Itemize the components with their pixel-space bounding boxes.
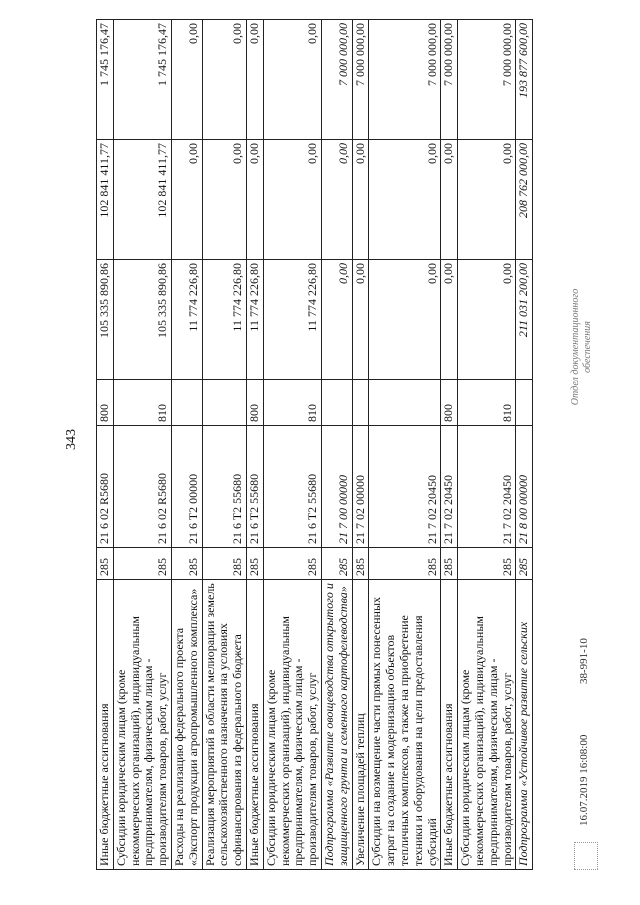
row-code: 21 6 T2 55680 [263,426,321,548]
row-amount-3: 7 000 000,00 [321,20,352,140]
row-kvr: 810 [113,380,171,426]
table-row [202,20,246,870]
row-kvr: 800 [97,380,114,426]
row-amount-3: 0,00 [246,20,263,140]
table-row [263,20,321,870]
row-kcs: 285 [369,548,441,580]
row-amount-3: 0,00 [202,20,246,140]
row-code: 21 7 02 20450 [441,426,458,548]
row-kcs: 285 [352,548,369,580]
row-code: 21 6 02 R5680 [113,426,171,548]
row-kvr [352,380,369,426]
row-amount-2: 102 841 411,77 [113,140,171,260]
row-kcs: 285 [97,548,114,580]
row-kcs: 285 [516,548,533,580]
row-amount-1: 11 774 226,80 [246,260,263,380]
row-kvr: 810 [458,380,516,426]
row-code: 21 8 00 00000 [516,426,533,548]
row-amount-3: 0,00 [263,20,321,140]
row-code: 21 7 02 00000 [352,426,369,548]
row-amount-2: 0,00 [352,140,369,260]
row-kvr: 810 [263,380,321,426]
row-amount-1: 11 774 226,80 [263,260,321,380]
row-name: Субсидии юридическим лицам (кроме некоммерческих организаций), индивидуальным предпринимателям, физическим лицам - производителям товаров, работ, услуг [113,580,171,870]
footer-department-stamp: Отдел документационного обеспечения [570,288,593,406]
row-code: 21 6 T2 55680 [202,426,246,548]
row-kvr: 800 [441,380,458,426]
row-amount-3: 7 000 000,00 [369,20,441,140]
row-kcs: 285 [321,548,352,580]
row-name: Иные бюджетные ассигнования [97,580,114,870]
table-row [369,20,441,870]
rotated-content [60,20,620,870]
row-amount-3: 7 000 000,00 [352,20,369,140]
row-kcs: 285 [171,548,202,580]
table-row [441,20,458,870]
table-row [516,20,533,870]
row-kcs: 285 [113,548,171,580]
row-code: 21 7 00 00000 [321,426,352,548]
table-row [171,20,202,870]
table-row [113,20,171,870]
row-amount-3: 1 745 176,47 [97,20,114,140]
row-amount-2: 208 762 000,00 [516,140,533,260]
row-amount-3: 193 877 600,00 [516,20,533,140]
row-kvr [171,380,202,426]
row-name: Субсидии юридическим лицам (кроме некоммерческих организаций), индивидуальным предпринимателям, физическим лицам - производителям товаров, работ, услуг [458,580,516,870]
footer-datetime: 16.07.2019 16:08:00 [578,734,590,826]
row-name: Иные бюджетные ассигнования [441,580,458,870]
row-kcs: 285 [202,548,246,580]
row-kcs: 285 [458,548,516,580]
row-kcs: 285 [246,548,263,580]
row-amount-1: 11 774 226,80 [202,260,246,380]
row-amount-2: 0,00 [321,140,352,260]
table-row [246,20,263,870]
row-kcs: 285 [441,548,458,580]
row-amount-3: 7 000 000,00 [458,20,516,140]
page-number: 343 [64,429,79,450]
row-amount-1: 211 031 200,00 [516,260,533,380]
table-body [97,20,533,870]
row-amount-1: 11 774 226,80 [171,260,202,380]
row-amount-2: 0,00 [458,140,516,260]
row-kvr [516,380,533,426]
row-amount-1: 105 335 890,86 [113,260,171,380]
barcode-stamp [574,842,598,870]
row-amount-1: 0,00 [321,260,352,380]
row-name: Субсидии юридическим лицам (кроме некоммерческих организаций), индивидуальным предпринимателям, физическим лицам - производителям товаров, работ, услуг [263,580,321,870]
footer-doc-id: 38-991-10 [578,638,590,684]
row-amount-3: 1 745 176,47 [113,20,171,140]
row-kvr [369,380,441,426]
row-amount-3: 7 000 000,00 [441,20,458,140]
row-amount-2: 0,00 [246,140,263,260]
row-code: 21 6 02 R5680 [97,426,114,548]
row-kvr [321,380,352,426]
row-kcs: 285 [263,548,321,580]
row-amount-1: 0,00 [352,260,369,380]
table-row [458,20,516,870]
row-amount-2: 0,00 [202,140,246,260]
row-name: Иные бюджетные ассигнования [246,580,263,870]
row-amount-3: 0,00 [171,20,202,140]
row-name: Расходы на реализацию федерального проекта «Экспорт продукции агропромышленного комплекса» [171,580,202,870]
table-row [97,20,114,870]
row-name: Реализация мероприятий в области мелиорации земель сельскохозяйственного назначения на условиях софинансирования из федерального бюджета [202,580,246,870]
row-name: Подпрограмма «Развитие овощеводства открытого и защищенного грунта и семенного картофелеводства» [321,580,352,870]
row-amount-2: 0,00 [171,140,202,260]
row-kvr [202,380,246,426]
row-name: Подпрограмма «Устойчивое развитие сельских [516,580,533,870]
page-footer [568,20,608,870]
table-row [352,20,369,870]
row-amount-2: 0,00 [369,140,441,260]
row-amount-2: 0,00 [263,140,321,260]
row-amount-1: 0,00 [441,260,458,380]
row-code: 21 6 T2 55680 [246,426,263,548]
row-name: Субсидии на возмещение части прямых понесенных затрат на создание и модернизацию объектов тепличных комплексов, а также на приобретение техники и оборудования на цели предоставления субсидий [369,580,441,870]
row-amount-1: 105 335 890,86 [97,260,114,380]
row-name: Увеличение площадей теплиц [352,580,369,870]
row-amount-1: 0,00 [369,260,441,380]
row-amount-1: 0,00 [458,260,516,380]
row-code: 21 6 T2 00000 [171,426,202,548]
row-kvr: 800 [246,380,263,426]
row-amount-2: 102 841 411,77 [97,140,114,260]
table-row [321,20,352,870]
budget-table [96,19,533,870]
row-code: 21 7 02 20450 [458,426,516,548]
row-code: 21 7 02 20450 [369,426,441,548]
row-amount-2: 0,00 [441,140,458,260]
